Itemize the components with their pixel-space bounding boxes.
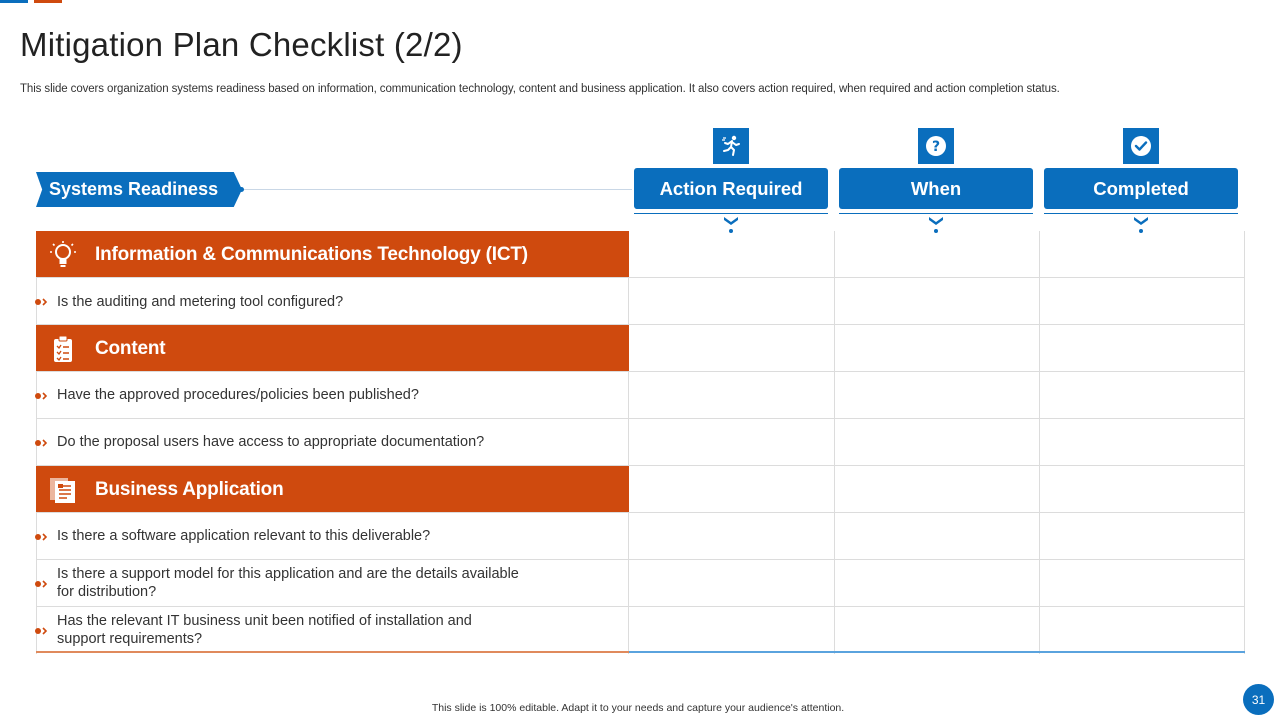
question-text: support requirements? bbox=[57, 631, 203, 647]
checklist-row bbox=[36, 372, 1245, 419]
category-row-ict bbox=[36, 231, 1245, 278]
lightbulb-icon bbox=[49, 240, 77, 270]
question-cell bbox=[36, 372, 629, 418]
header-connector-line bbox=[242, 189, 632, 190]
action-required-cell[interactable] bbox=[629, 466, 835, 512]
bullet-icon bbox=[34, 298, 48, 306]
completed-cell[interactable] bbox=[1040, 419, 1245, 465]
question-cell bbox=[36, 278, 629, 324]
running-person-icon bbox=[713, 128, 749, 164]
checklist-row bbox=[36, 560, 1245, 607]
column-header-action-required: Action Required bbox=[634, 168, 828, 209]
completed-cell[interactable] bbox=[1040, 560, 1245, 606]
accent-line-orange bbox=[34, 0, 62, 3]
when-cell[interactable] bbox=[835, 513, 1040, 559]
footer-note: This slide is 100% editable. Adapt it to your needs and capture your audience's attention. bbox=[431, 702, 845, 714]
when-cell[interactable] bbox=[835, 278, 1040, 324]
completed-cell[interactable] bbox=[1040, 466, 1245, 512]
question-text: Has the relevant IT business unit been notified of installation and bbox=[57, 613, 472, 629]
column-header-completed: Completed bbox=[1044, 168, 1238, 209]
action-required-cell[interactable] bbox=[629, 419, 835, 465]
category-row-business-application bbox=[36, 466, 1245, 513]
question-cell bbox=[36, 607, 629, 654]
question-cell bbox=[36, 513, 629, 559]
when-cell[interactable] bbox=[835, 466, 1040, 512]
table-bottom-border-blue bbox=[629, 651, 1245, 653]
page-number-badge: 31 bbox=[1243, 684, 1274, 715]
question-text: Is there a software application relevant to this deliverable? bbox=[57, 528, 431, 544]
completed-cell[interactable] bbox=[1040, 513, 1245, 559]
question-text: Is the auditing and metering tool configured? bbox=[57, 294, 344, 310]
question-icon bbox=[918, 128, 954, 164]
completed-cell[interactable] bbox=[1040, 607, 1245, 654]
bullet-icon bbox=[34, 627, 48, 635]
action-required-cell[interactable] bbox=[629, 231, 835, 277]
systems-readiness-label: Systems Readiness bbox=[49, 179, 219, 199]
when-cell[interactable] bbox=[835, 325, 1040, 371]
when-cell[interactable] bbox=[835, 607, 1040, 654]
clipboard-checklist-icon bbox=[49, 334, 77, 364]
completed-cell[interactable] bbox=[1040, 278, 1245, 324]
category-cell bbox=[36, 325, 629, 371]
svg-text:?: ? bbox=[931, 139, 941, 155]
bullet-icon bbox=[34, 533, 48, 541]
action-required-cell[interactable] bbox=[629, 278, 835, 324]
category-label: Content bbox=[95, 338, 166, 359]
bullet-icon bbox=[34, 580, 48, 588]
action-required-cell[interactable] bbox=[629, 513, 835, 559]
question-text: Do the proposal users have access to appropriate documentation? bbox=[57, 434, 485, 450]
checklist-row bbox=[36, 607, 1245, 654]
category-cell bbox=[36, 231, 629, 277]
checklist-table bbox=[36, 231, 1245, 652]
action-required-cell[interactable] bbox=[629, 560, 835, 606]
action-required-cell[interactable] bbox=[629, 325, 835, 371]
checklist-row bbox=[36, 278, 1245, 325]
question-text: for distribution? bbox=[57, 584, 157, 600]
page-subtitle: This slide covers organization systems readiness based on information, communication technology, content and business application. It also covers action required, when required and action completion status. bbox=[20, 83, 1060, 95]
category-label: Business Application bbox=[95, 479, 284, 500]
check-icon bbox=[1123, 128, 1159, 164]
when-cell[interactable] bbox=[835, 560, 1040, 606]
action-required-cell[interactable] bbox=[629, 372, 835, 418]
when-cell[interactable] bbox=[835, 372, 1040, 418]
checklist-row bbox=[36, 513, 1245, 560]
category-row-content bbox=[36, 325, 1245, 372]
column-header-when: When bbox=[839, 168, 1033, 209]
question-cell bbox=[36, 560, 629, 606]
question-text: Is there a support model for this application and are the details available bbox=[57, 566, 519, 582]
bullet-icon bbox=[34, 392, 48, 400]
completed-cell[interactable] bbox=[1040, 231, 1245, 277]
action-required-cell[interactable] bbox=[629, 607, 835, 654]
accent-line-blue bbox=[0, 0, 28, 3]
when-cell[interactable] bbox=[835, 231, 1040, 277]
checklist-row bbox=[36, 419, 1245, 466]
completed-cell[interactable] bbox=[1040, 325, 1245, 371]
documents-icon bbox=[49, 475, 77, 505]
question-cell bbox=[36, 419, 629, 465]
question-text: Have the approved procedures/policies been published? bbox=[57, 387, 419, 403]
category-cell bbox=[36, 466, 629, 512]
when-cell[interactable] bbox=[835, 419, 1040, 465]
category-label: Information & Communications Technology (ICT) bbox=[95, 244, 528, 265]
table-bottom-border-orange bbox=[36, 651, 629, 653]
header-connector-dot bbox=[239, 187, 244, 192]
completed-cell[interactable] bbox=[1040, 372, 1245, 418]
bullet-icon bbox=[34, 439, 48, 447]
page-title: Mitigation Plan Checklist (2/2) bbox=[20, 26, 463, 63]
